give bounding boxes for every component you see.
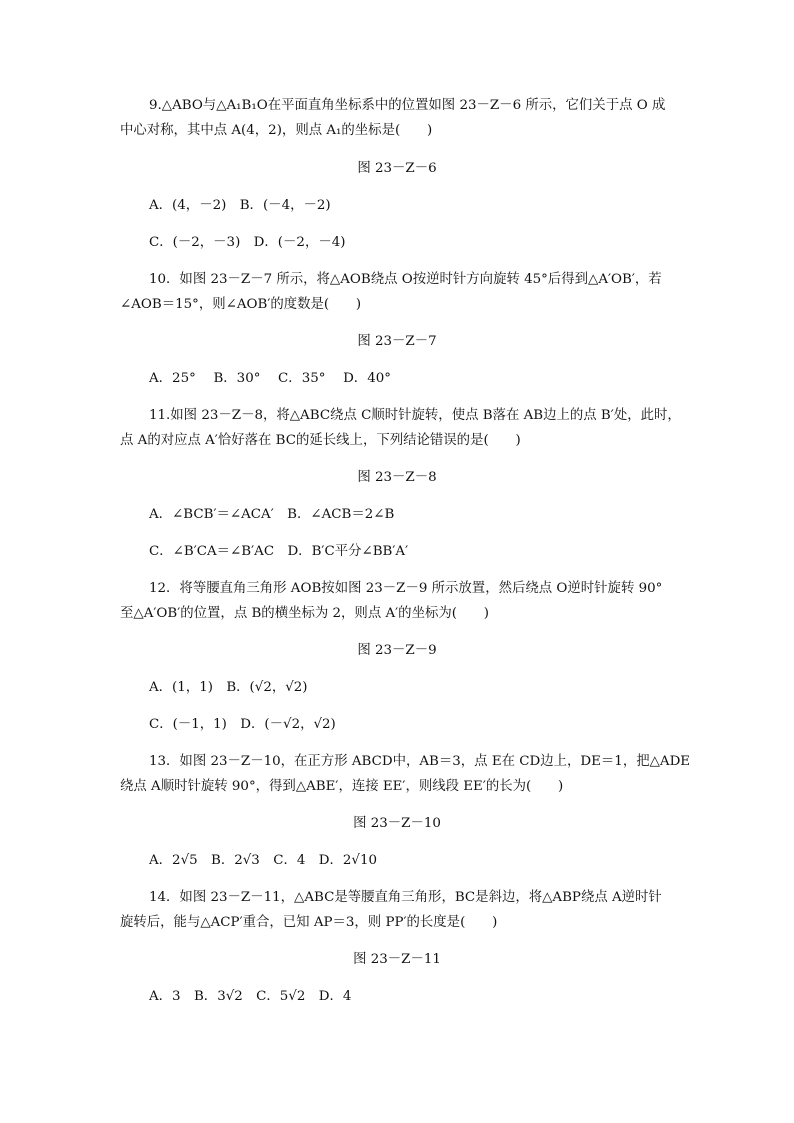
question-11-line-2: 点 A的对应点 A′恰好落在 BC的延长线上，下列结论错误的是( ) [120,433,521,448]
question-13-line-2: 绕点 A顺时针旋转 90°，得到△ABE′，连接 EE′，则线段 EE′的长为( ) [120,779,564,794]
question-10-options-1: A．25° B．30° C．35° D．40° [149,371,391,386]
question-11-options-1: A．∠BCB′＝∠ACA′ B．∠ACB＝2∠B [149,507,395,522]
question-12-options-2: C．(－1，1) D．(－√2，√2) [149,717,336,732]
figure-caption-12: 图 23－Z－9 [357,643,437,658]
question-14-line-1: 14．如图 23－Z－11，△ABC是等腰直角三角形，BC是斜边，将△ABP绕点 A逆时针 [149,890,662,905]
question-14-options-1: A．3 B．3√2 C．5√2 D．4 [149,989,352,1004]
question-12-line-2: 至△A′OB′的位置，点 B的横坐标为 2，则点 A′的坐标为( ) [120,606,489,621]
question-12-options-1: A．(1，1) B．(√2，√2) [149,680,308,695]
question-9-options-2: C．(－2，－3) D．(－2，－4) [149,235,346,250]
question-13-options-1: A．2√5 B．2√3 C．4 D．2√10 [149,853,377,868]
question-11-line-1: 11.如图 23－Z－8，将△ABC绕点 C顺时针旋转，使点 B落在 AB边上的点 B′处，此时， [149,408,681,423]
question-9-options-1: A．(4，－2) B．(－4，－2) [149,198,331,213]
figure-caption-11: 图 23－Z－8 [357,470,437,485]
figure-caption-13: 图 23－Z－10 [353,816,441,831]
question-13-line-1: 13．如图 23－Z－10，在正方形 ABCD中，AB＝3，点 E在 CD边上，DE＝1，把△ADE [149,754,691,769]
question-9-line-1: 9.△ABO与△A₁B₁O在平面直角坐标系中的位置如图 23－Z－6 所示，它们关于点 O 成 [149,98,666,113]
figure-caption-14: 图 23－Z－11 [353,952,441,967]
question-10-line-1: 10．如图 23－Z－7 所示，将△AOB绕点 O按逆时针方向旋转 45°后得到△A′OB′，若 [149,272,662,287]
question-12-line-1: 12．将等腰直角三角形 AOB按如图 23－Z－9 所示放置，然后绕点 O逆时针旋转 90° [149,581,663,596]
figure-caption-9: 图 23－Z－6 [357,161,437,176]
question-9-line-2: 中心对称，其中点 A(4，2)，则点 A₁的坐标是( ) [120,123,433,138]
question-10-line-2: ∠AOB＝15°，则∠AOB′的度数是( ) [120,297,362,312]
question-11-options-2: C．∠B′CA＝∠B′AC D．B′C平分∠BB′A′ [149,544,409,559]
question-14-line-2: 旋转后，能与△ACP′重合，已知 AP＝3，则 PP′的长度是( ) [120,915,498,930]
figure-caption-10: 图 23－Z－7 [357,334,437,349]
